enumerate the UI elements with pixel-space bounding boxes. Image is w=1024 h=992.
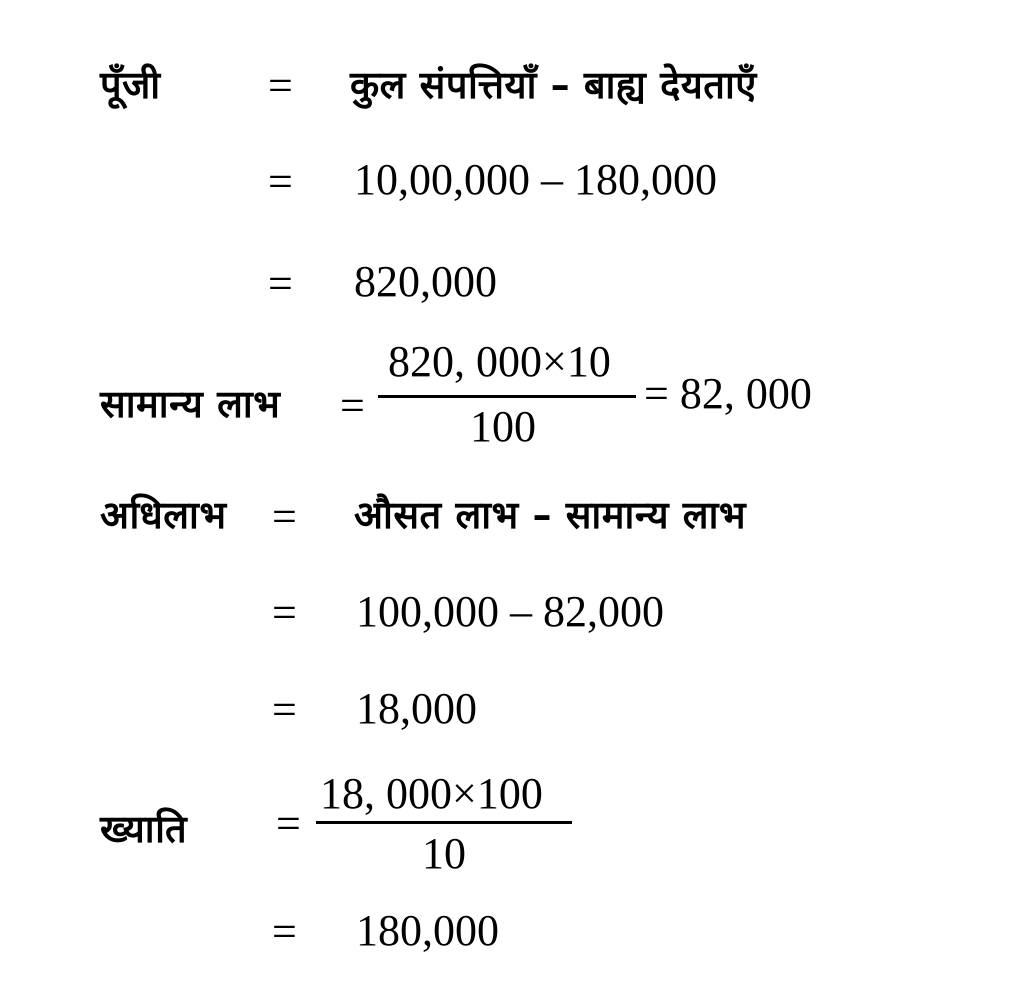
normal-profit-result: = 82, 000 xyxy=(644,369,812,418)
goodwill-fraction-bar xyxy=(316,821,572,824)
capital-label: पूँजी xyxy=(100,63,161,107)
super-profit-expression: औसत लाभ – सामान्य लाभ xyxy=(354,493,747,537)
capital-equals: = xyxy=(268,61,293,110)
capital-step1-expression: 10,00,000 – 180,000 xyxy=(354,155,717,204)
normal-profit-label: सामान्य लाभ xyxy=(100,382,281,426)
normal-profit-equals: = xyxy=(340,381,365,430)
goodwill-denominator: 10 xyxy=(422,829,466,878)
super-step2-equals: = xyxy=(272,685,297,734)
goodwill-label: ख्याति xyxy=(100,807,188,851)
goodwill-step1-equals: = xyxy=(272,907,297,956)
super-step1-equals: = xyxy=(272,588,297,637)
capital-expression: कुल संपत्तियाँ – बाह्य देयताएँ xyxy=(350,63,757,107)
goodwill-equals: = xyxy=(276,799,301,848)
super-profit-equals: = xyxy=(272,492,297,541)
capital-step2-equals: = xyxy=(268,259,293,308)
super-step1-expression: 100,000 – 82,000 xyxy=(356,587,664,636)
normal-profit-numerator: 820, 000×10 xyxy=(388,337,611,386)
goodwill-step1-value: 180,000 xyxy=(356,906,499,955)
capital-step2-value: 820,000 xyxy=(354,257,497,306)
super-step2-value: 18,000 xyxy=(356,684,477,733)
super-profit-label: अधिलाभ xyxy=(100,493,227,537)
normal-profit-fraction-bar xyxy=(378,395,636,398)
normal-profit-denominator: 100 xyxy=(470,402,536,451)
capital-step1-equals: = xyxy=(268,157,293,206)
goodwill-numerator: 18, 000×100 xyxy=(320,769,543,818)
